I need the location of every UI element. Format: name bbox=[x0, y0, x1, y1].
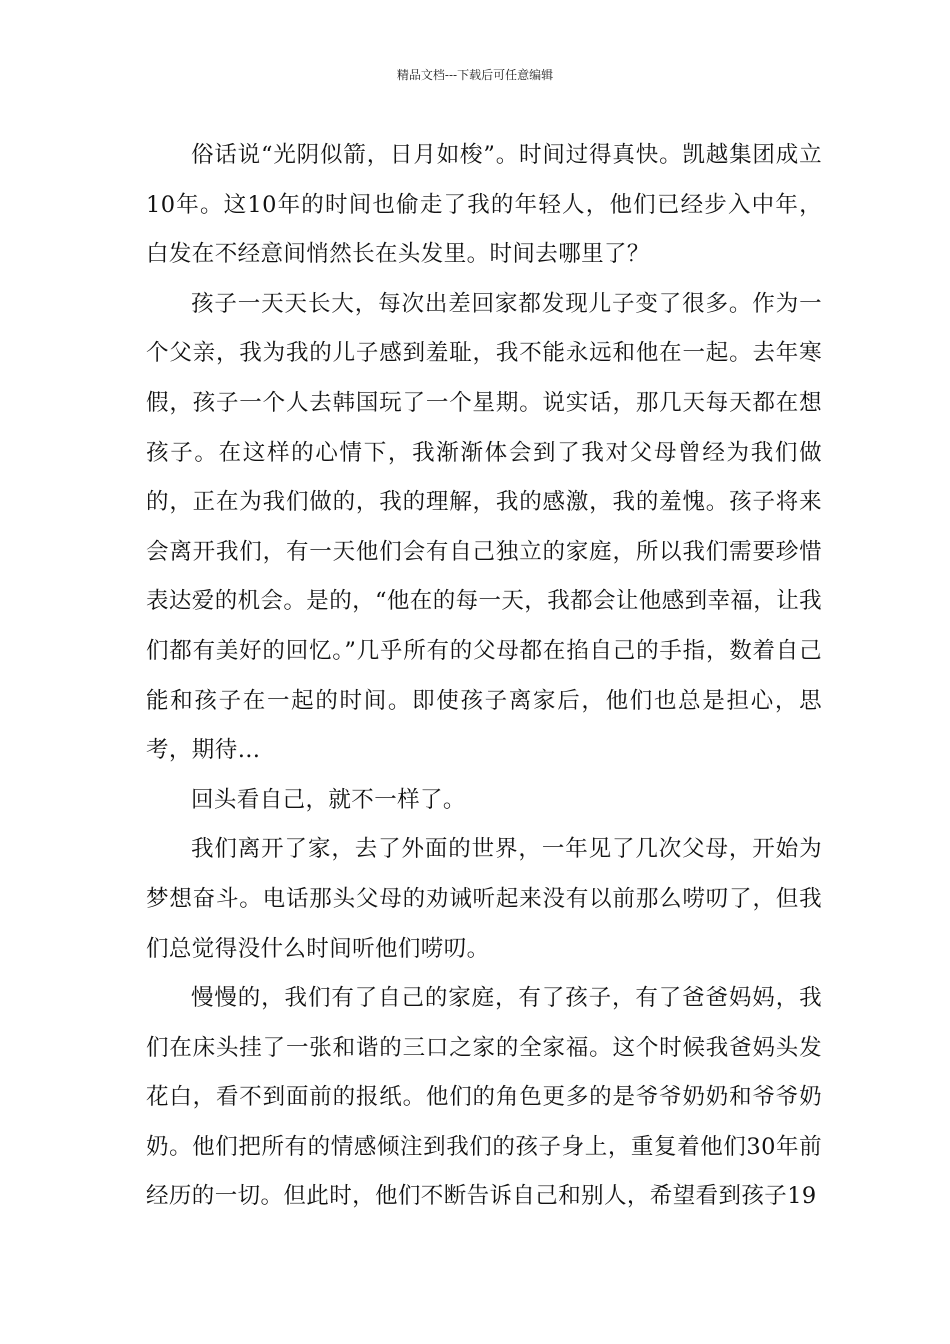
paragraph-1: 俗话说“光阴似箭，日月如梭”。时间过得真快。凯越集团成立10年。这10年的时间也偷走了我的年轻人，他们已经步入中年，白发在不经意间悄然长在头发里。时间去哪里了？ bbox=[146, 142, 822, 268]
page-header: 精品文档---下载后可任意编辑 bbox=[396, 68, 554, 82]
paragraph-3: 回头看自己，就不一样了。 bbox=[191, 786, 466, 813]
document-body bbox=[146, 131, 822, 1222]
paragraph-2: 孩子一天天长大，每次出差回家都发现儿子变了很多。作为一个父亲，我为我的儿子感到羞耻，我不能永远和他在一起。去年寒假，孩子一个人去韩国玩了一个星期。说实话，那几天每天都在想孩子。在这样的心情下，我渐渐体会到了我对父母曾经为我们做的，正在为我们做的，我的理解，我的感激，我的羞愧。孩子将来会离开我们，有一天他们会有自己独立的家庭，所以我们需要珍惜表达爱的机会。是的，“他在的每一天，我都会让他感到幸福，让我们都有美好的回忆。”几乎所有的父母都在掐自己的手指，数着自己能和孩子在一起的时间。即使孩子离家后，他们也总是担心，思考，期待… bbox=[146, 290, 823, 764]
paragraph-5: 慢慢的，我们有了自己的家庭，有了孩子，有了爸爸妈妈，我们在床头挂了一张和谐的三口之家的全家福。这个时候我爸妈头发花白，看不到面前的报纸。他们的角色更多的是爷爷奶奶和爷爷奶奶。他们把所有的情感倾注到我们的孩子身上，重复着他们30年前经历的一切。但此时，他们不断告诉自己和别人，希望看到孩子19 bbox=[146, 985, 822, 1210]
paragraph-4: 我们离开了家，去了外面的世界，一年见了几次父母，开始为梦想奋斗。电话那头父母的劝诫听起来没有以前那么唠叨了，但我们总觉得没什么时间听他们唠叨。 bbox=[146, 836, 822, 962]
